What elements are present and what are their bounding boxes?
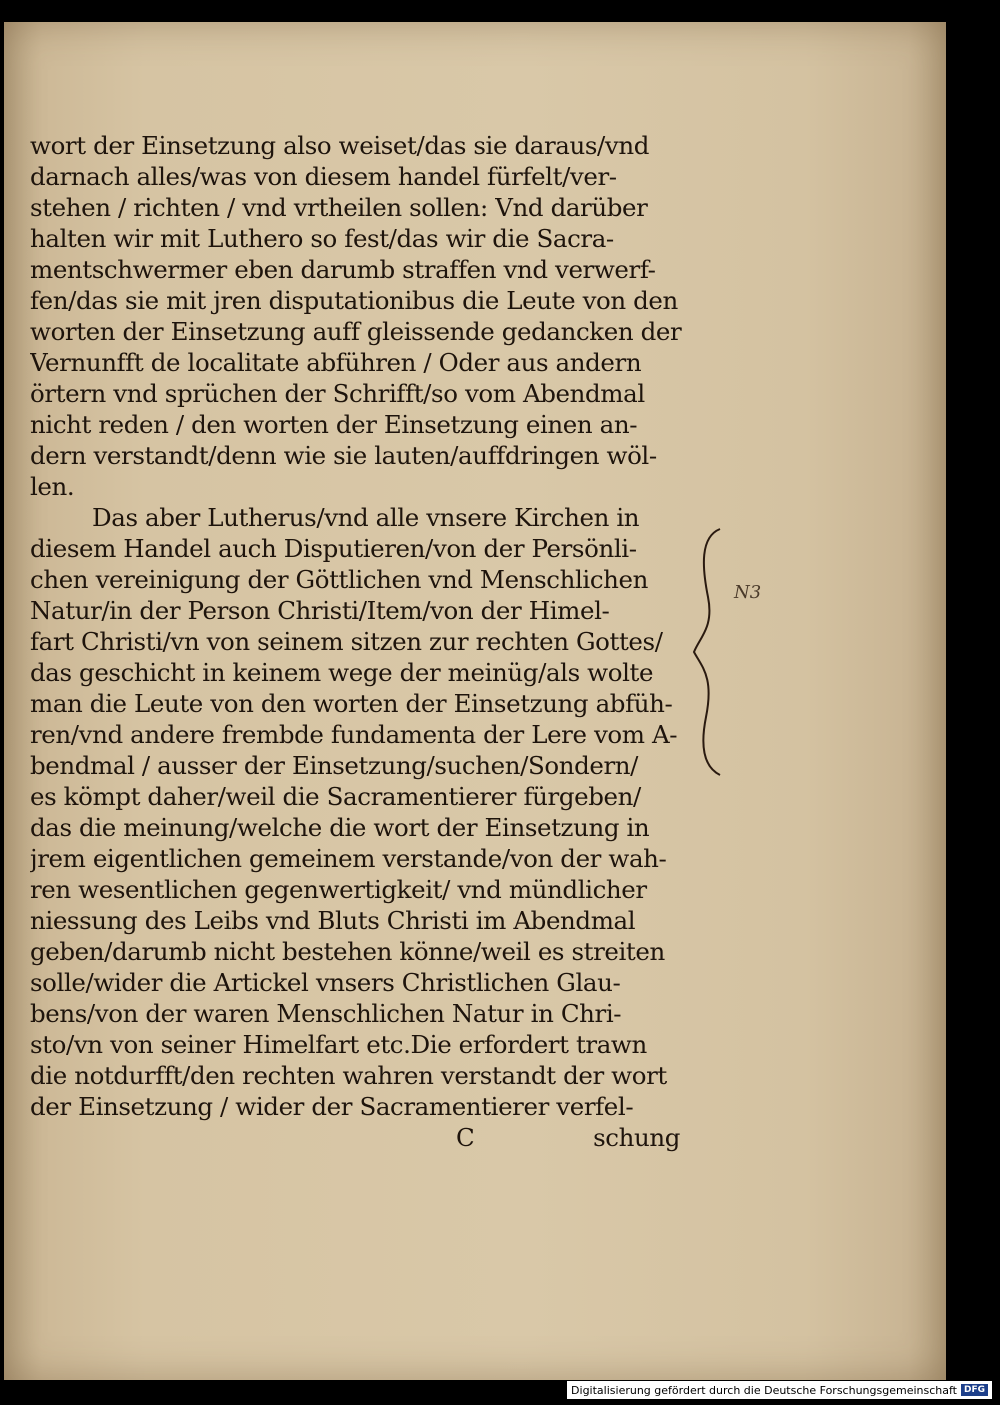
text-line: ren/vnd andere frembde fundamenta der Lere vom A- (30, 720, 678, 749)
text-line: darnach alles/was von diesem handel fürfelt/ver- (30, 162, 617, 191)
text-line: nicht reden / den worten der Einsetzung einen an- (30, 410, 638, 439)
scanned-page (4, 22, 946, 1380)
text-line: mentschwermer eben darumb straffen vnd verwerf- (30, 255, 656, 284)
dfg-logo: DFG (961, 1384, 988, 1396)
paragraph-start-line: Das aber Lutherus/vnd alle vnsere Kirchen in (92, 503, 640, 532)
text-line: Natur/in der Person Christi/Item/von der Himel- (30, 596, 610, 625)
text-line: diesem Handel auch Disputieren/von der Persönli- (30, 534, 637, 563)
text-line: wort der Einsetzung also weiset/das sie daraus/vnd (30, 131, 649, 160)
margin-note: N3 (734, 582, 762, 603)
body-text (30, 130, 710, 1153)
text-line: dern verstandt/denn wie sie lauten/auffdringen wöl- (30, 441, 657, 470)
text-line: stehen / richten / vnd vrtheilen sollen: Vnd darüber (30, 193, 648, 222)
text-line: bendmal / ausser der Einsetzung/suchen/Sondern/ (30, 751, 639, 780)
text-line: die notdurfft/den rechten wahren verstandt der wort (30, 1061, 667, 1090)
text-line: bens/von der waren Menschlichen Natur in Chri- (30, 999, 622, 1028)
text-line: worten der Einsetzung auff gleissende gedancken der (30, 317, 682, 346)
text-line: es kömpt daher/weil die Sacramentierer fürgeben/ (30, 782, 641, 811)
text-line: man die Leute von den worten der Einsetzung abfüh- (30, 689, 673, 718)
text-line: halten wir mit Luthero so fest/das wir die Sacra- (30, 224, 614, 253)
text-line: solle/wider die Artickel vnsers Christlichen Glau- (30, 968, 621, 997)
text-line: der Einsetzung / wider der Sacramentierer verfel- (30, 1092, 634, 1121)
text-line: fart Christi/vn von seinem sitzen zur rechten Gottes/ (30, 627, 663, 656)
text-line: fen/das sie mit jren disputationibus die Leute von den (30, 286, 678, 315)
text-line: ren wesentlichen gegenwertigkeit/ vnd mündlicher (30, 875, 647, 904)
text-line: niessung des Leibs vnd Bluts Christi im Abendmal (30, 906, 636, 935)
text-line: das geschicht in keinem wege der meinüg/als wolte (30, 658, 654, 687)
text-line: jrem eigentlichen gemeinem verstande/von der wah- (30, 844, 667, 873)
text-line: geben/darumb nicht bestehen könne/weil es streiten (30, 937, 665, 966)
signature-line (30, 1122, 710, 1153)
margin-bracket-icon (690, 527, 730, 777)
footer-credit: Digitalisierung gefördert durch die Deutsche Forschungsgemeinschaft (571, 1383, 957, 1397)
text-line: das die meinung/welche die wort der Einsetzung in (30, 813, 650, 842)
text-line: örtern vnd sprüchen der Schrifft/so vom Abendmal (30, 379, 645, 408)
signature-mark: C (456, 1123, 475, 1152)
text-line: sto/vn von seiner Himelfart etc.Die erfordert trawn (30, 1030, 647, 1059)
text-line: chen vereinigung der Göttlichen vnd Menschlichen (30, 565, 648, 594)
catchword: schung (593, 1123, 680, 1152)
text-line: Vernunfft de localitate abführen / Oder aus andern (30, 348, 642, 377)
text-line: len. (30, 472, 75, 501)
footer-credit-bar (567, 1381, 992, 1399)
